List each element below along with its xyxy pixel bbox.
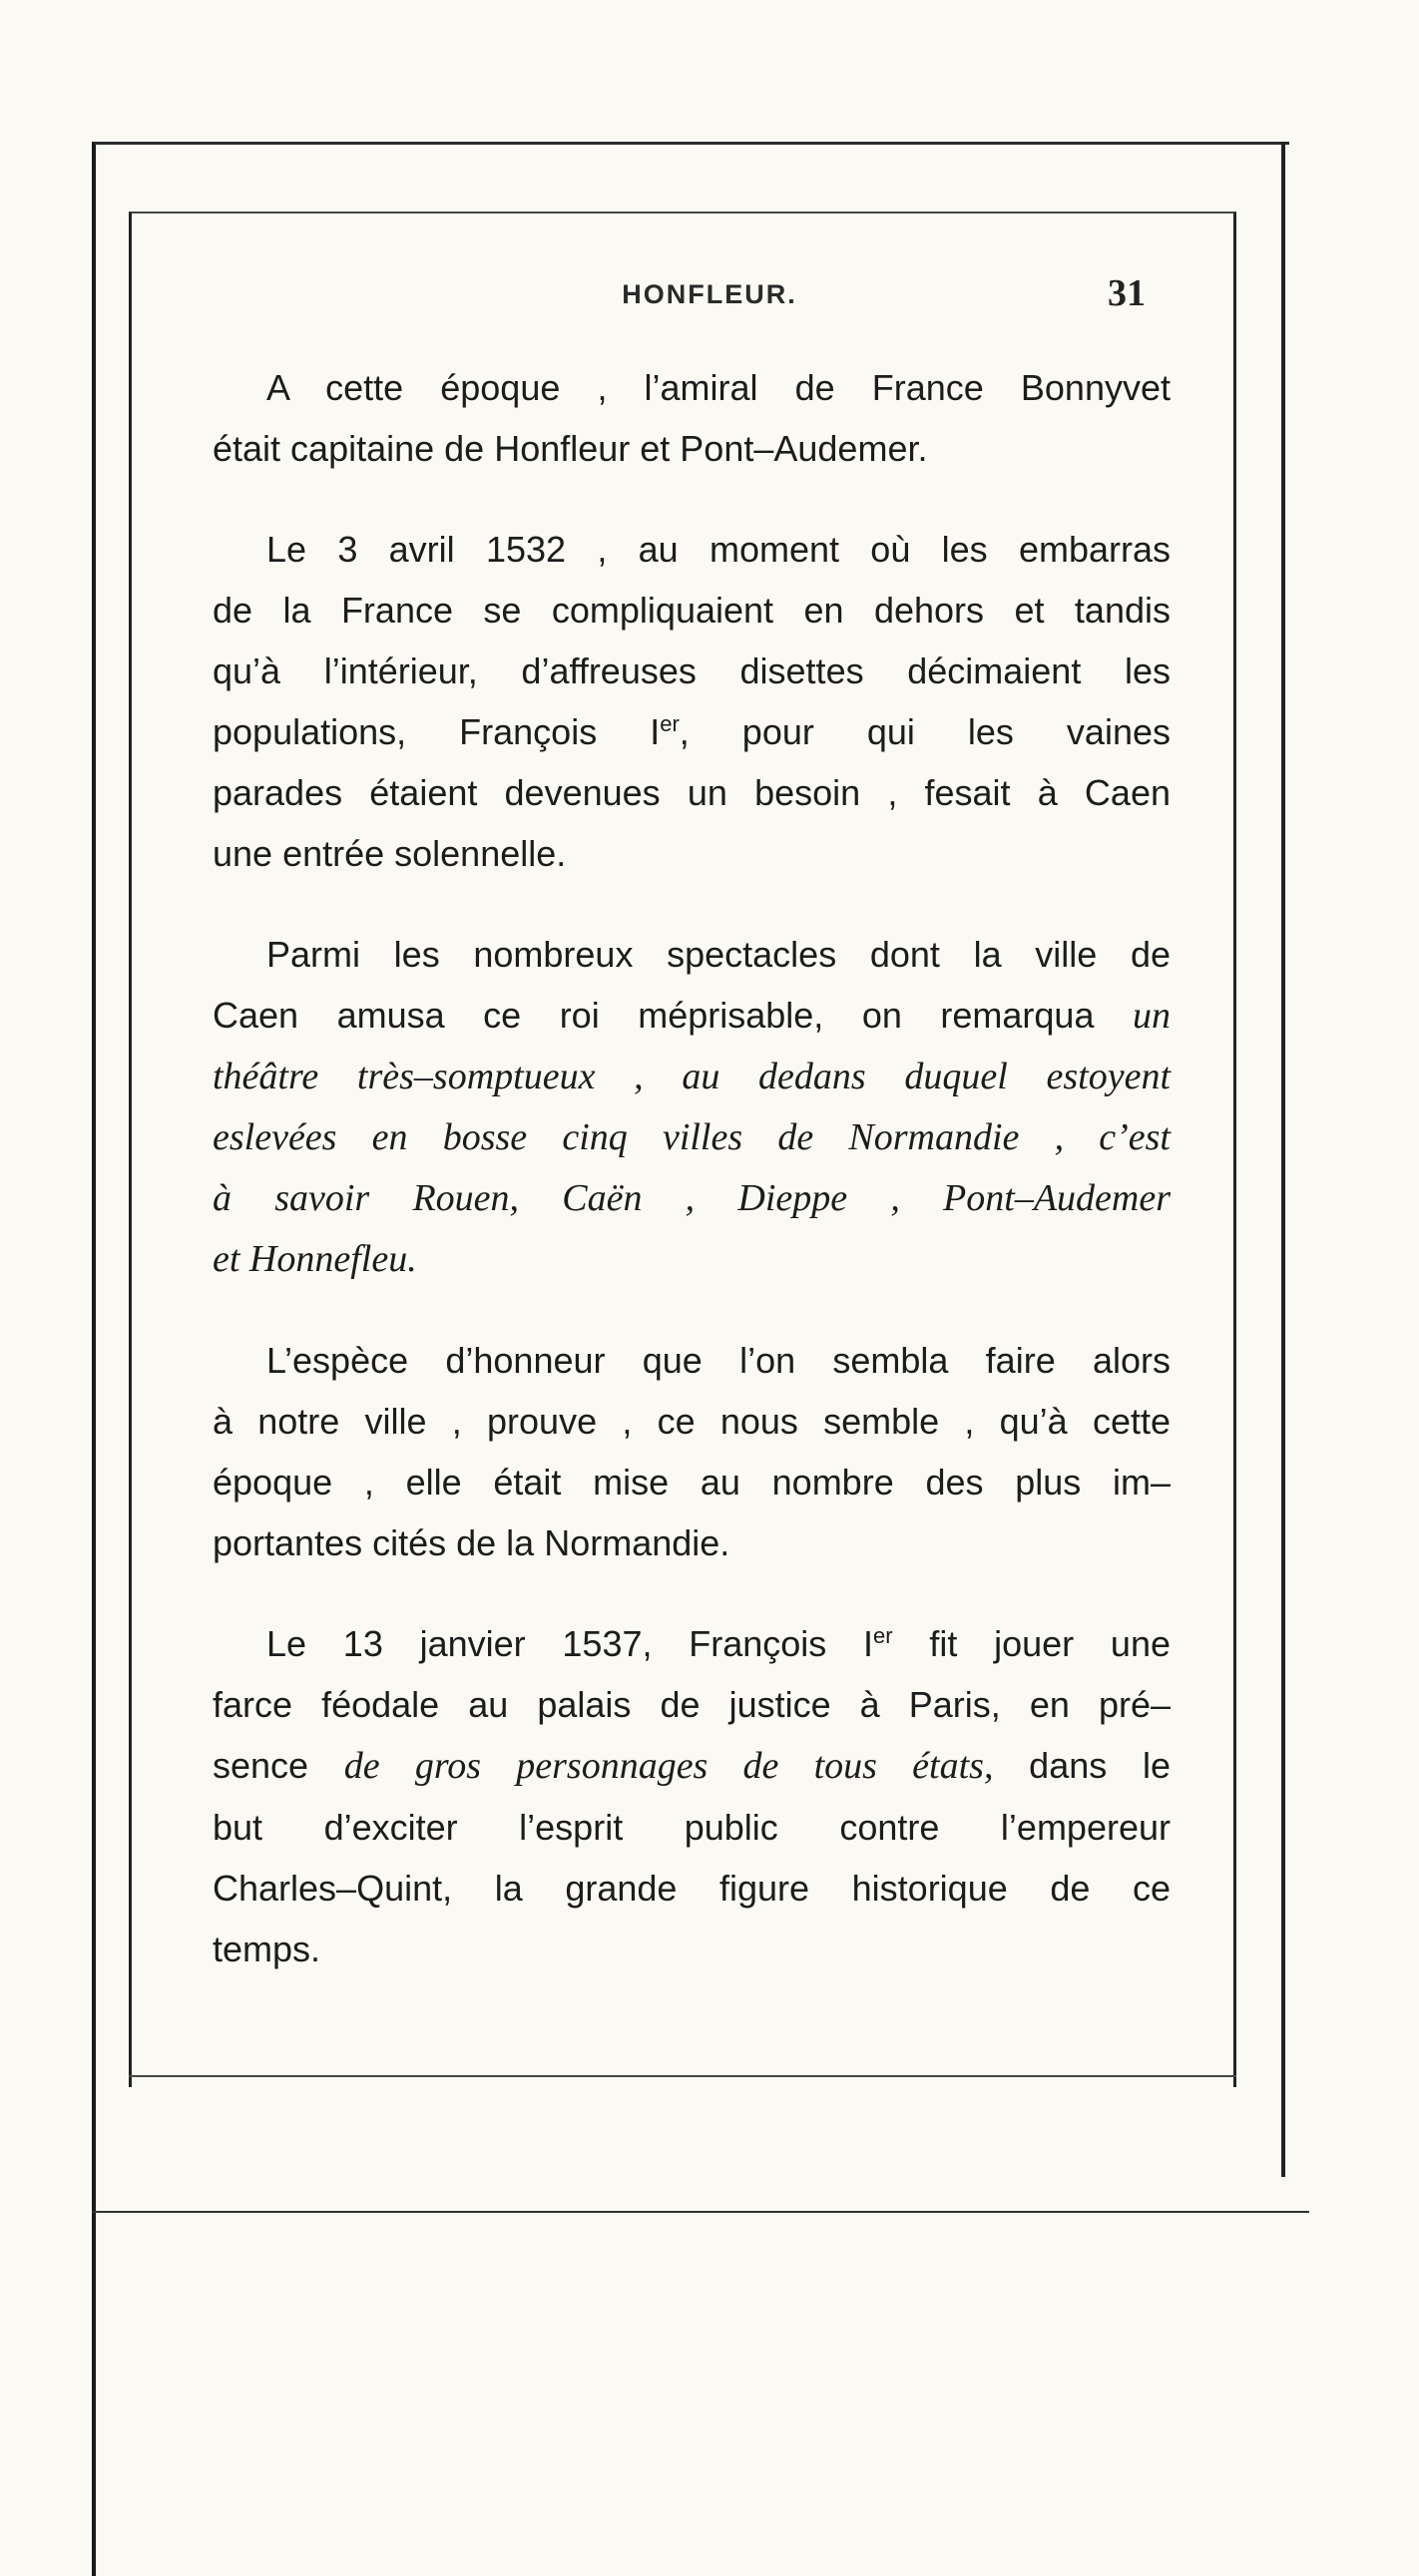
text-line: A cette époque , l’amiral de France Bonnyvet bbox=[266, 367, 1171, 408]
italic-line: et Honnefleu. bbox=[213, 1238, 417, 1280]
italic-fragment: un bbox=[1133, 995, 1171, 1037]
page-number: 31 bbox=[1108, 272, 1146, 314]
outer-frame-right-rule bbox=[1281, 142, 1285, 2177]
text-line: Le 3 avril 1532 , au moment où les embarras bbox=[266, 529, 1171, 570]
running-head: HONFLEUR. bbox=[622, 279, 797, 309]
text-line: était capitaine de Honfleur et Pont–Audemer. bbox=[213, 428, 928, 469]
text-line: L’espèce d’honneur que l’on sembla faire alors bbox=[266, 1340, 1171, 1381]
text-fragment: Caen amusa ce roi méprisable, on remarqua bbox=[213, 995, 1095, 1036]
italic-line: eslevées en bosse cinq villes de Normandie , c’est bbox=[213, 1116, 1171, 1158]
italic-line: théâtre très–somptueux , au dedans duquel estoyent bbox=[213, 1056, 1171, 1097]
text-fragment: sence bbox=[213, 1745, 309, 1786]
text-line: temps. bbox=[213, 1929, 321, 1969]
text-line: à notre ville , prouve , ce nous semble , qu’à cette bbox=[213, 1401, 1171, 1442]
text-fragment: fit jouer une bbox=[892, 1623, 1171, 1664]
paragraph-4 bbox=[213, 1330, 1171, 1573]
outer-frame-bottom-rule bbox=[92, 2211, 1309, 2213]
text-line: portantes cités de la Normandie. bbox=[213, 1522, 730, 1563]
superscript: er bbox=[873, 1623, 893, 1648]
paragraph-3 bbox=[213, 924, 1171, 1290]
paragraph-2 bbox=[213, 519, 1171, 884]
page-text bbox=[213, 357, 1171, 2019]
text-line: époque , elle était mise au nombre des plus im– bbox=[213, 1462, 1171, 1503]
text-line: une entrée solennelle. bbox=[213, 833, 567, 874]
text-line: but d’exciter l’esprit public contre l’empereur bbox=[213, 1807, 1171, 1848]
text-line: qu’à l’intérieur, d’affreuses disettes décimaient les bbox=[213, 650, 1171, 691]
text-fragment: , pour qui les vaines bbox=[679, 711, 1171, 752]
text-line bbox=[213, 1735, 1171, 1797]
inner-frame-bottom-rule bbox=[129, 2075, 1236, 2077]
italic-line: à savoir Rouen, Caën , Dieppe , Pont–Audemer bbox=[213, 1177, 1171, 1219]
text-line: Charles–Quint, la grande figure historique de ce bbox=[213, 1868, 1171, 1909]
text-line: Parmi les nombreux spectacles dont la ville de bbox=[266, 934, 1171, 975]
text-fragment: populations, François I bbox=[213, 711, 661, 752]
text-fragment: Le 13 janvier 1537, François I bbox=[266, 1623, 874, 1664]
text-line bbox=[213, 701, 1171, 762]
italic-fragment: de gros personnages de tous états, bbox=[343, 1745, 994, 1787]
text-line: de la France se compliquaient en dehors et tandis bbox=[213, 590, 1171, 631]
text-line: farce féodale au palais de justice à Paris, en pré– bbox=[213, 1684, 1171, 1725]
paragraph-5 bbox=[213, 1613, 1171, 1979]
text-line bbox=[213, 985, 1171, 1047]
text-line: parades étaient devenues un besoin , fesait à Caen bbox=[213, 772, 1171, 813]
superscript: er bbox=[660, 711, 680, 736]
paragraph-1 bbox=[213, 357, 1171, 479]
text-line bbox=[213, 1613, 1171, 1674]
text-fragment: dans le bbox=[1029, 1745, 1171, 1786]
